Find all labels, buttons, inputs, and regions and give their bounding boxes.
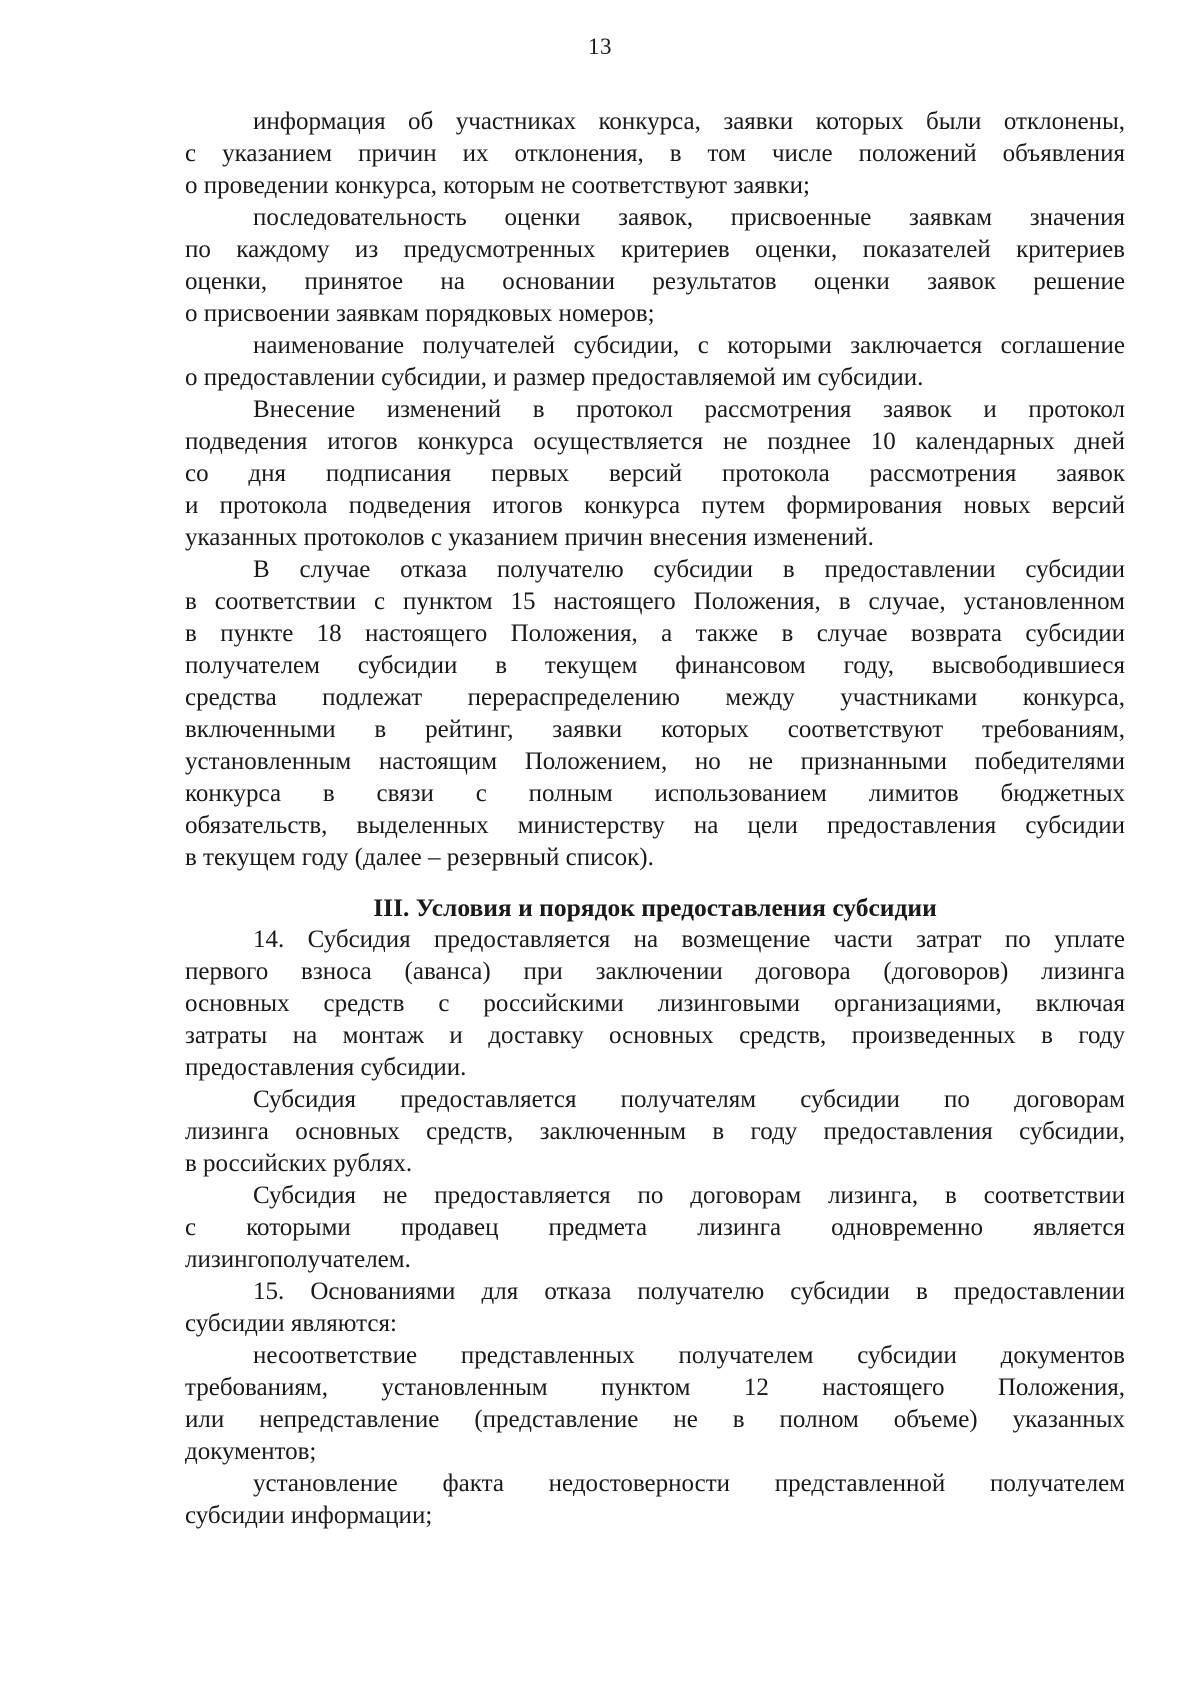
text-line: субсидии являются: (185, 1310, 397, 1337)
text-line: информация об участниках конкурса, заявки которых были отклонены, (253, 108, 1125, 135)
paragraph (185, 1084, 1125, 1180)
paragraph (185, 924, 1125, 1084)
text-line: установление факта недостоверности представленной получателем (253, 1470, 1125, 1497)
text-line: В случае отказа получателю субсидии в предоставлении субсидии (253, 556, 1125, 583)
paragraphs-before-heading (185, 106, 1125, 874)
text-line: в пункте 18 настоящего Положения, а также в случае возврата субсидии (185, 620, 1125, 647)
text-line: средства подлежат перераспределению между участниками конкурса, (185, 684, 1125, 711)
text-line: 15. Основаниями для отказа получателю субсидии в предоставлении (253, 1278, 1125, 1305)
document-body (185, 106, 1125, 1532)
text-line: указанных протоколов с указанием причин внесения изменений. (185, 524, 874, 551)
paragraph (185, 1340, 1125, 1468)
text-line: затраты на монтаж и доставку основных средств, произведенных в году (185, 1022, 1125, 1049)
text-line: субсидии информации; (185, 1502, 433, 1529)
text-line: в текущем году (далее – резервный список). (185, 844, 654, 871)
text-line: и протокола подведения итогов конкурса путем формирования новых версий (185, 492, 1125, 519)
text-line: обязательств, выделенных министерству на цели предоставления субсидии (185, 812, 1125, 839)
text-line: о присвоении заявкам порядковых номеров; (185, 300, 655, 327)
text-line: документов; (185, 1438, 317, 1465)
text-line: лизинга основных средств, заключенным в году предоставления субсидии, (185, 1118, 1125, 1145)
paragraph (185, 202, 1125, 330)
text-line: требованиям, установленным пунктом 12 настоящего Положения, (185, 1374, 1125, 1401)
text-line: Внесение изменений в протокол рассмотрения заявок и протокол (253, 396, 1125, 423)
text-line: 14. Субсидия предоставляется на возмещение части затрат по уплате (253, 926, 1125, 953)
text-line: со дня подписания первых версий протокола рассмотрения заявок (185, 460, 1125, 487)
text-line: Субсидия не предоставляется по договорам лизинга, в соответствии (253, 1182, 1125, 1209)
text-line: лизингополучателем. (185, 1246, 411, 1273)
text-line: в соответствии с пунктом 15 настоящего Положения, в случае, установленном (185, 588, 1125, 615)
paragraph (185, 394, 1125, 554)
text-line: наименование получателей субсидии, с которыми заключается соглашение (253, 332, 1125, 359)
text-line: о проведении конкурса, которым не соответствуют заявки; (185, 172, 810, 199)
text-line: получателем субсидии в текущем финансовом году, высвободившиеся (185, 652, 1125, 679)
text-line: конкурса в связи с полным использованием лимитов бюджетных (185, 780, 1125, 807)
text-line: в российских рублях. (185, 1150, 413, 1177)
text-line: предоставления субсидии. (185, 1054, 467, 1081)
text-line: по каждому из предусмотренных критериев оценки, показателей критериев (185, 236, 1125, 263)
paragraph (185, 554, 1125, 874)
text-line: подведения итогов конкурса осуществляется не позднее 10 календарных дней (185, 428, 1125, 455)
paragraph (185, 1276, 1125, 1340)
paragraph (185, 1180, 1125, 1276)
text-line: несоответствие представленных получателем субсидии документов (253, 1342, 1125, 1369)
text-line: с которыми продавец предмета лизинга одновременно является (185, 1214, 1125, 1241)
text-line: оценки, принятое на основании результатов оценки заявок решение (185, 268, 1125, 295)
text-line: основных средств с российскими лизинговыми организациями, включая (185, 990, 1125, 1017)
paragraph (185, 330, 1125, 394)
text-line: Субсидия предоставляется получателям субсидии по договорам (253, 1086, 1125, 1113)
paragraphs-after-heading (185, 924, 1125, 1532)
section-heading: III. Условия и порядок предоставления субсидии (373, 893, 937, 922)
text-line: с указанием причин их отклонения, в том числе положений объявления (185, 140, 1125, 167)
text-line: о предоставлении субсидии, и размер предоставляемой им субсидии. (185, 364, 924, 391)
text-line: первого взноса (аванса) при заключении договора (договоров) лизинга (185, 958, 1125, 985)
text-line: включенными в рейтинг, заявки которых соответствуют требованиям, (185, 716, 1125, 743)
paragraph (185, 1468, 1125, 1532)
text-line: установленным настоящим Положением, но не признанными победителями (185, 748, 1125, 775)
paragraph (185, 106, 1125, 202)
text-line: последовательность оценки заявок, присвоенные заявкам значения (253, 204, 1125, 231)
page-number: 13 (588, 34, 612, 59)
text-line: или непредставление (представление не в полном объеме) указанных (185, 1406, 1125, 1433)
